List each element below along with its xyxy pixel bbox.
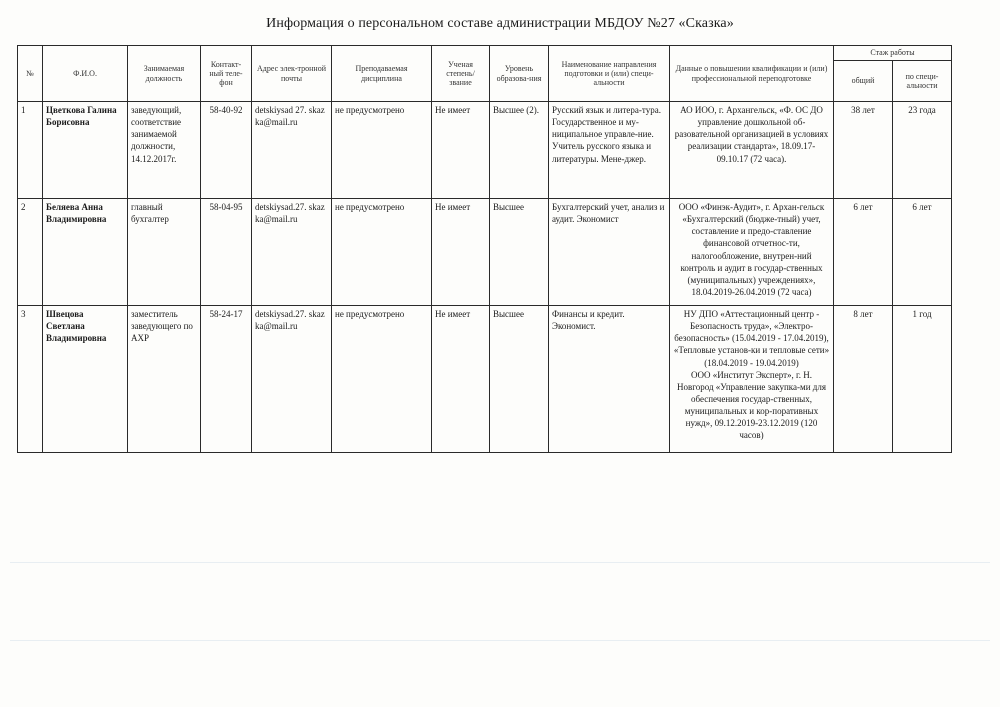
table-row xyxy=(18,306,952,453)
header-specialty: Наименование направления подготовки и (или) специ-альности xyxy=(549,46,670,102)
row-education: Высшее xyxy=(490,306,549,453)
row-num: 3 xyxy=(18,306,43,453)
row-email: detskiysad.27. skazka@mail.ru xyxy=(252,306,332,453)
header-experience: Стаж работы xyxy=(834,46,952,61)
header-email: Адрес элек-тронной почты xyxy=(252,46,332,102)
training-entry: ООО «Институт Эксперт», г. Н. Новгород «Управление закупка-ми для обеспечения государ-ственных, муниципальных и кор-поративных нужд», 09.12.2019-23.12.2019 (120 часов) xyxy=(677,369,826,441)
row-discipline: не предусмотрено xyxy=(332,102,432,199)
row-name: Беляева Анна Владимировна xyxy=(43,199,128,306)
row-education: Высшее (2). xyxy=(490,102,549,199)
training-entry: НУ ДПО «Аттестационный центр - Безопасность труда», «Электро-безопасность» (15.04.2019 - 17.04.2019), «Тепловые установ-ки и тепловые сети» (18.04.2019 - 19.04.2019) xyxy=(673,309,830,368)
row-degree: Не имеет xyxy=(432,199,490,306)
row-degree: Не имеет xyxy=(432,306,490,453)
table-row xyxy=(18,199,952,306)
header-degree: Ученая степень/ звание xyxy=(432,46,490,102)
row-training xyxy=(670,306,834,453)
row-phone: 58-04-95 xyxy=(201,199,252,306)
row-phone: 58-40-92 xyxy=(201,102,252,199)
row-email: detskiysad.27. skazka@mail.ru xyxy=(252,199,332,306)
row-phone: 58-24-17 xyxy=(201,306,252,453)
training-entry: ООО «Финэк-Аудит», г. Архан-гельск «Бухгалтерский (бюдже-тный) учет, составление и предо-ставление финансовой отчетнос-ти, налогообложение, внутрен-ний контроль и аудит в государ-ственных (муниципальных) учреждениях», 18.04.2019-26.04.2019 (72 часа) xyxy=(678,202,825,297)
row-specialty: Финансы и кредит. Экономист. xyxy=(549,306,670,453)
row-training xyxy=(670,102,834,199)
header-num: № xyxy=(18,46,43,102)
row-name: Швецова Светлана Владимировна xyxy=(43,306,128,453)
header-name: Ф.И.О. xyxy=(43,46,128,102)
row-exp-total: 38 лет xyxy=(834,102,893,199)
scan-artifact-line xyxy=(10,640,990,641)
row-exp-total: 6 лет xyxy=(834,199,893,306)
row-exp-specialty: 1 год xyxy=(893,306,952,453)
header-exp-specialty: по специ-альности xyxy=(893,61,952,102)
row-exp-specialty: 6 лет xyxy=(893,199,952,306)
row-discipline: не предусмотрено xyxy=(332,306,432,453)
header-position: Занимаемая должность xyxy=(128,46,201,102)
row-exp-specialty: 23 года xyxy=(893,102,952,199)
row-exp-total: 8 лет xyxy=(834,306,893,453)
header-phone: Контакт-ный теле-фон xyxy=(201,46,252,102)
row-num: 2 xyxy=(18,199,43,306)
row-specialty: Русский язык и литера-тура. Государственное и му-ниципальное управле-ние. Учитель русского языка и литературы. Мене-джер. xyxy=(549,102,670,199)
staff-table xyxy=(17,45,952,453)
row-position: заведующий, соответствие занимаемой должности, 14.12.2017г. xyxy=(128,102,201,199)
row-position: заместитель заведующего по АХР xyxy=(128,306,201,453)
header-education: Уровень образова-ния xyxy=(490,46,549,102)
training-entry: АО ИОО, г. Архангельск, «Ф. ОС ДО управление дошкольной об-разовательной организацией в условиях реализации стандарта», 18.09.17-09.10.17 (72 часа). xyxy=(674,105,829,164)
header-discipline: Преподаваемая дисциплина xyxy=(332,46,432,102)
table-row xyxy=(18,102,952,199)
row-name: Цветкова Галина Борисовна xyxy=(43,102,128,199)
header-training: Данные о повышении квалификации и (или) профессиональной переподготовке xyxy=(670,46,834,102)
row-discipline: не предусмотрено xyxy=(332,199,432,306)
row-num: 1 xyxy=(18,102,43,199)
row-email: detskiysad 27. skazka@mail.ru xyxy=(252,102,332,199)
header-exp-total: общий xyxy=(834,61,893,102)
scan-artifact-line xyxy=(10,562,990,563)
row-training xyxy=(670,199,834,306)
row-specialty: Бухгалтерский учет, анализ и аудит. Экономист xyxy=(549,199,670,306)
row-degree: Не имеет xyxy=(432,102,490,199)
row-education: Высшее xyxy=(490,199,549,306)
page-title: Информация о персональном составе администрации МБДОУ №27 «Сказка» xyxy=(266,16,734,31)
row-position: главный бухгалтер xyxy=(128,199,201,306)
